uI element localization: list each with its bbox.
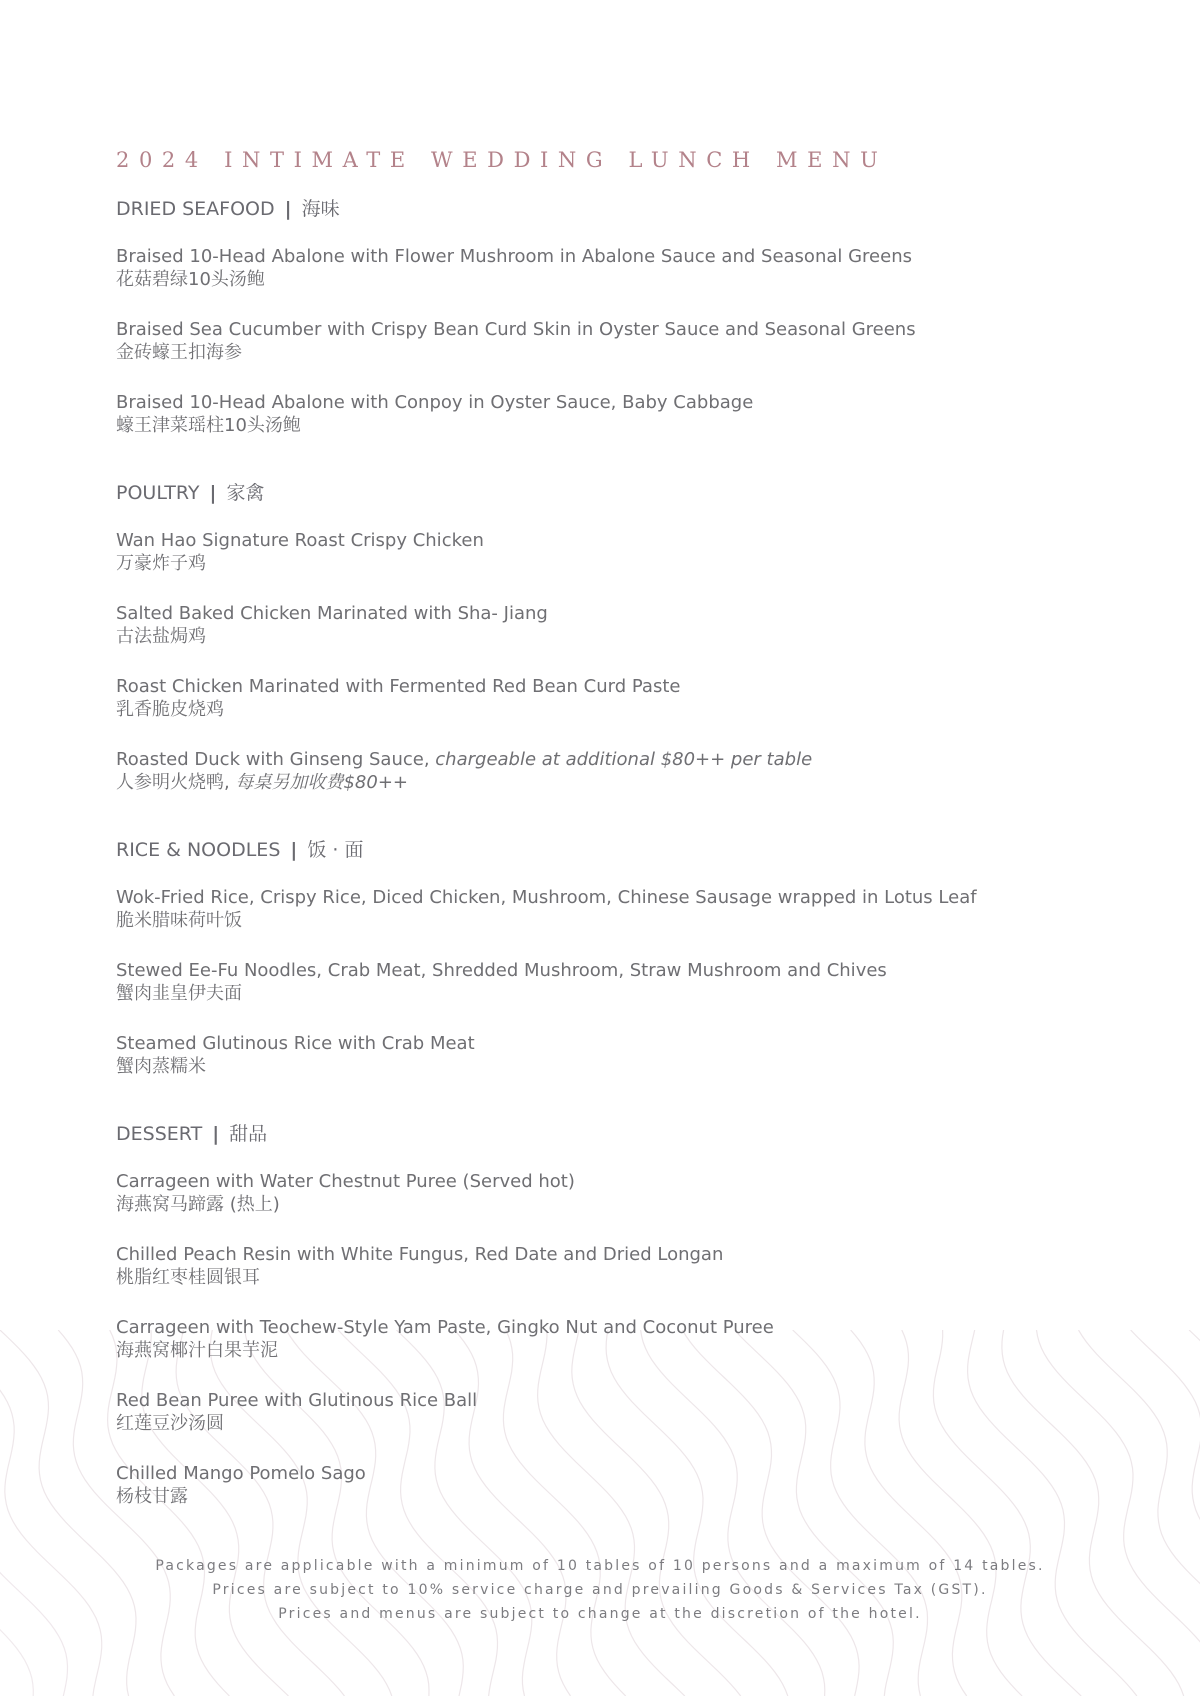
menu-title: 2024 INTIMATE WEDDING LUNCH MENU (116, 148, 888, 172)
menu-item-name-zh (116, 698, 1116, 721)
menu-item (116, 675, 1116, 721)
footer-line-prices: Prices are subject to 10% service charge and prevailing Goods & Services Tax (GST). (212, 1582, 988, 1598)
section-heading-en: DESSERT (116, 1123, 203, 1145)
section-heading-en: RICE & NOODLES (116, 839, 281, 861)
menu-item-name-zh-text: 蠔王津菜瑶柱10头汤鲍 (116, 415, 301, 436)
menu-item-name-en (116, 1316, 1116, 1339)
menu-item-name-zh-text: 脆米腊味荷叶饭 (116, 910, 242, 931)
menu-item-name-en-text: Steamed Glutinous Rice with Crab Meat (116, 1033, 475, 1054)
menu-item (116, 245, 1116, 291)
menu-item-name-zh (116, 414, 1116, 437)
menu-item (116, 1389, 1116, 1435)
menu-item-name-zh-text: 花菇碧绿10头汤鲍 (116, 269, 265, 290)
menu-item-name-en (116, 1243, 1116, 1266)
section-heading-en: DRIED SEAFOOD (116, 198, 275, 220)
menu-item-name-en-text: Roasted Duck with Ginseng Sauce, (116, 749, 430, 770)
menu-item-name-zh-text: 蟹肉韭皇伊夫面 (116, 983, 242, 1004)
footer-line-packages: Packages are applicable with a minimum of 10 tables of 10 persons and a maximum of 14 tables. (155, 1558, 1045, 1574)
menu-item-name-zh-text: 杨枝甘露 (116, 1486, 188, 1507)
footer-line-discretion: Prices and menus are subject to change at the discretion of the hotel. (278, 1606, 922, 1622)
menu-item-name-zh (116, 1055, 1116, 1078)
menu-page (116, 148, 1116, 1551)
menu-item-name-en-text: Carrageen with Water Chestnut Puree (Served hot) (116, 1171, 575, 1192)
menu-item-name-zh-text: 金砖蠔王扣海参 (116, 342, 242, 363)
menu-section (116, 837, 1116, 1078)
menu-item (116, 529, 1116, 575)
menu-item-name-en-text: Braised 10-Head Abalone with Flower Mushroom in Abalone Sauce and Seasonal Greens (116, 246, 912, 267)
menu-item-name-zh (116, 982, 1116, 1005)
menu-item-name-en (116, 1389, 1116, 1412)
menu-item-name-en (116, 529, 1116, 552)
menu-item-name-en (116, 1170, 1116, 1193)
menu-item-name-en (116, 245, 1116, 268)
menu-item-name-en-text: Chilled Peach Resin with White Fungus, Red Date and Dried Longan (116, 1244, 724, 1265)
menu-item (116, 1170, 1116, 1216)
menu-item-name-zh (116, 1485, 1116, 1508)
menu-item-name-en-text: Wok-Fried Rice, Crispy Rice, Diced Chicken, Mushroom, Chinese Sausage wrapped in Lotus Leaf (116, 887, 977, 908)
menu-item-name-zh (116, 268, 1116, 291)
section-heading-separator: | (209, 482, 217, 504)
menu-item-name-en-text: Salted Baked Chicken Marinated with Sha- Jiang (116, 603, 548, 624)
menu-item-name-en-text: Carrageen with Teochew-Style Yam Paste, Gingko Nut and Coconut Puree (116, 1317, 774, 1338)
menu-item (116, 1243, 1116, 1289)
surcharge-note-en: chargeable at additional $80++ per table (435, 749, 813, 770)
menu-item-name-zh-text: 海燕窝椰汁白果芋泥 (116, 1340, 278, 1361)
menu-item-name-en-text: Roast Chicken Marinated with Fermented Red Bean Curd Paste (116, 676, 681, 697)
menu-item-name-zh-text: 乳香脆皮烧鸡 (116, 699, 224, 720)
section-heading-zh: 饭 · 面 (307, 839, 364, 861)
menu-item (116, 886, 1116, 932)
section-heading-zh: 甜品 (229, 1123, 268, 1145)
menu-item-name-en (116, 391, 1116, 414)
menu-item-name-en (116, 959, 1116, 982)
menu-item (116, 748, 1116, 794)
footer-notes (0, 1554, 1200, 1626)
section-heading-separator: | (284, 198, 292, 220)
menu-item-name-en (116, 748, 1116, 771)
menu-item-name-zh (116, 625, 1116, 648)
menu-item-name-en-text: Stewed Ee-Fu Noodles, Crab Meat, Shredded Mushroom, Straw Mushroom and Chives (116, 960, 887, 981)
menu-item-name-en (116, 886, 1116, 909)
menu-item-name-zh (116, 1266, 1116, 1289)
menu-item-name-zh (116, 771, 1116, 794)
menu-item-name-en (116, 602, 1116, 625)
menu-item-name-en-text: Braised 10-Head Abalone with Conpoy in Oyster Sauce, Baby Cabbage (116, 392, 754, 413)
menu-item (116, 1032, 1116, 1078)
section-heading-zh: 家禽 (226, 482, 265, 504)
menu-item (116, 959, 1116, 1005)
section-heading-en: POULTRY (116, 482, 200, 504)
section-heading-separator: | (212, 1123, 220, 1145)
menu-section (116, 480, 1116, 794)
menu-sections (116, 196, 1116, 1508)
section-heading (116, 837, 1116, 863)
menu-item (116, 1462, 1116, 1508)
menu-section (116, 196, 1116, 437)
menu-item-name-zh-text: 万豪炸子鸡 (116, 553, 206, 574)
menu-item-name-zh-text: 桃脂红枣桂圆银耳 (116, 1267, 260, 1288)
menu-item-name-zh (116, 1339, 1116, 1362)
surcharge-note-zh: 每桌另加收费$80++ (235, 772, 408, 793)
menu-item-name-en-text: Chilled Mango Pomelo Sago (116, 1463, 366, 1484)
menu-item-name-zh-text: 古法盐焗鸡 (116, 626, 206, 647)
menu-item-name-zh (116, 341, 1116, 364)
menu-item-name-zh-text: 海燕窝马蹄露 (热上) (116, 1194, 280, 1215)
menu-item-name-zh (116, 1412, 1116, 1435)
section-heading (116, 1121, 1116, 1147)
menu-item-name-en (116, 1462, 1116, 1485)
menu-item-name-zh (116, 552, 1116, 575)
section-heading-separator: | (290, 839, 298, 861)
section-heading (116, 196, 1116, 222)
menu-item-name-en-text: Braised Sea Cucumber with Crispy Bean Curd Skin in Oyster Sauce and Seasonal Greens (116, 319, 916, 340)
menu-item (116, 1316, 1116, 1362)
menu-item (116, 602, 1116, 648)
menu-item-name-en (116, 1032, 1116, 1055)
section-heading-zh: 海味 (301, 198, 340, 220)
menu-item (116, 391, 1116, 437)
section-heading (116, 480, 1116, 506)
menu-item (116, 318, 1116, 364)
menu-item-name-zh (116, 1193, 1116, 1216)
menu-section (116, 1121, 1116, 1508)
menu-item-name-zh (116, 909, 1116, 932)
menu-item-name-zh-text: 红莲豆沙汤圆 (116, 1413, 224, 1434)
menu-item-name-en-text: Red Bean Puree with Glutinous Rice Ball (116, 1390, 478, 1411)
menu-item-name-en (116, 675, 1116, 698)
menu-item-name-zh-text: 蟹肉蒸糯米 (116, 1056, 206, 1077)
menu-item-name-en (116, 318, 1116, 341)
menu-item-name-zh-text: 人参明火烧鸭, (116, 772, 230, 793)
menu-item-name-en-text: Wan Hao Signature Roast Crispy Chicken (116, 530, 484, 551)
